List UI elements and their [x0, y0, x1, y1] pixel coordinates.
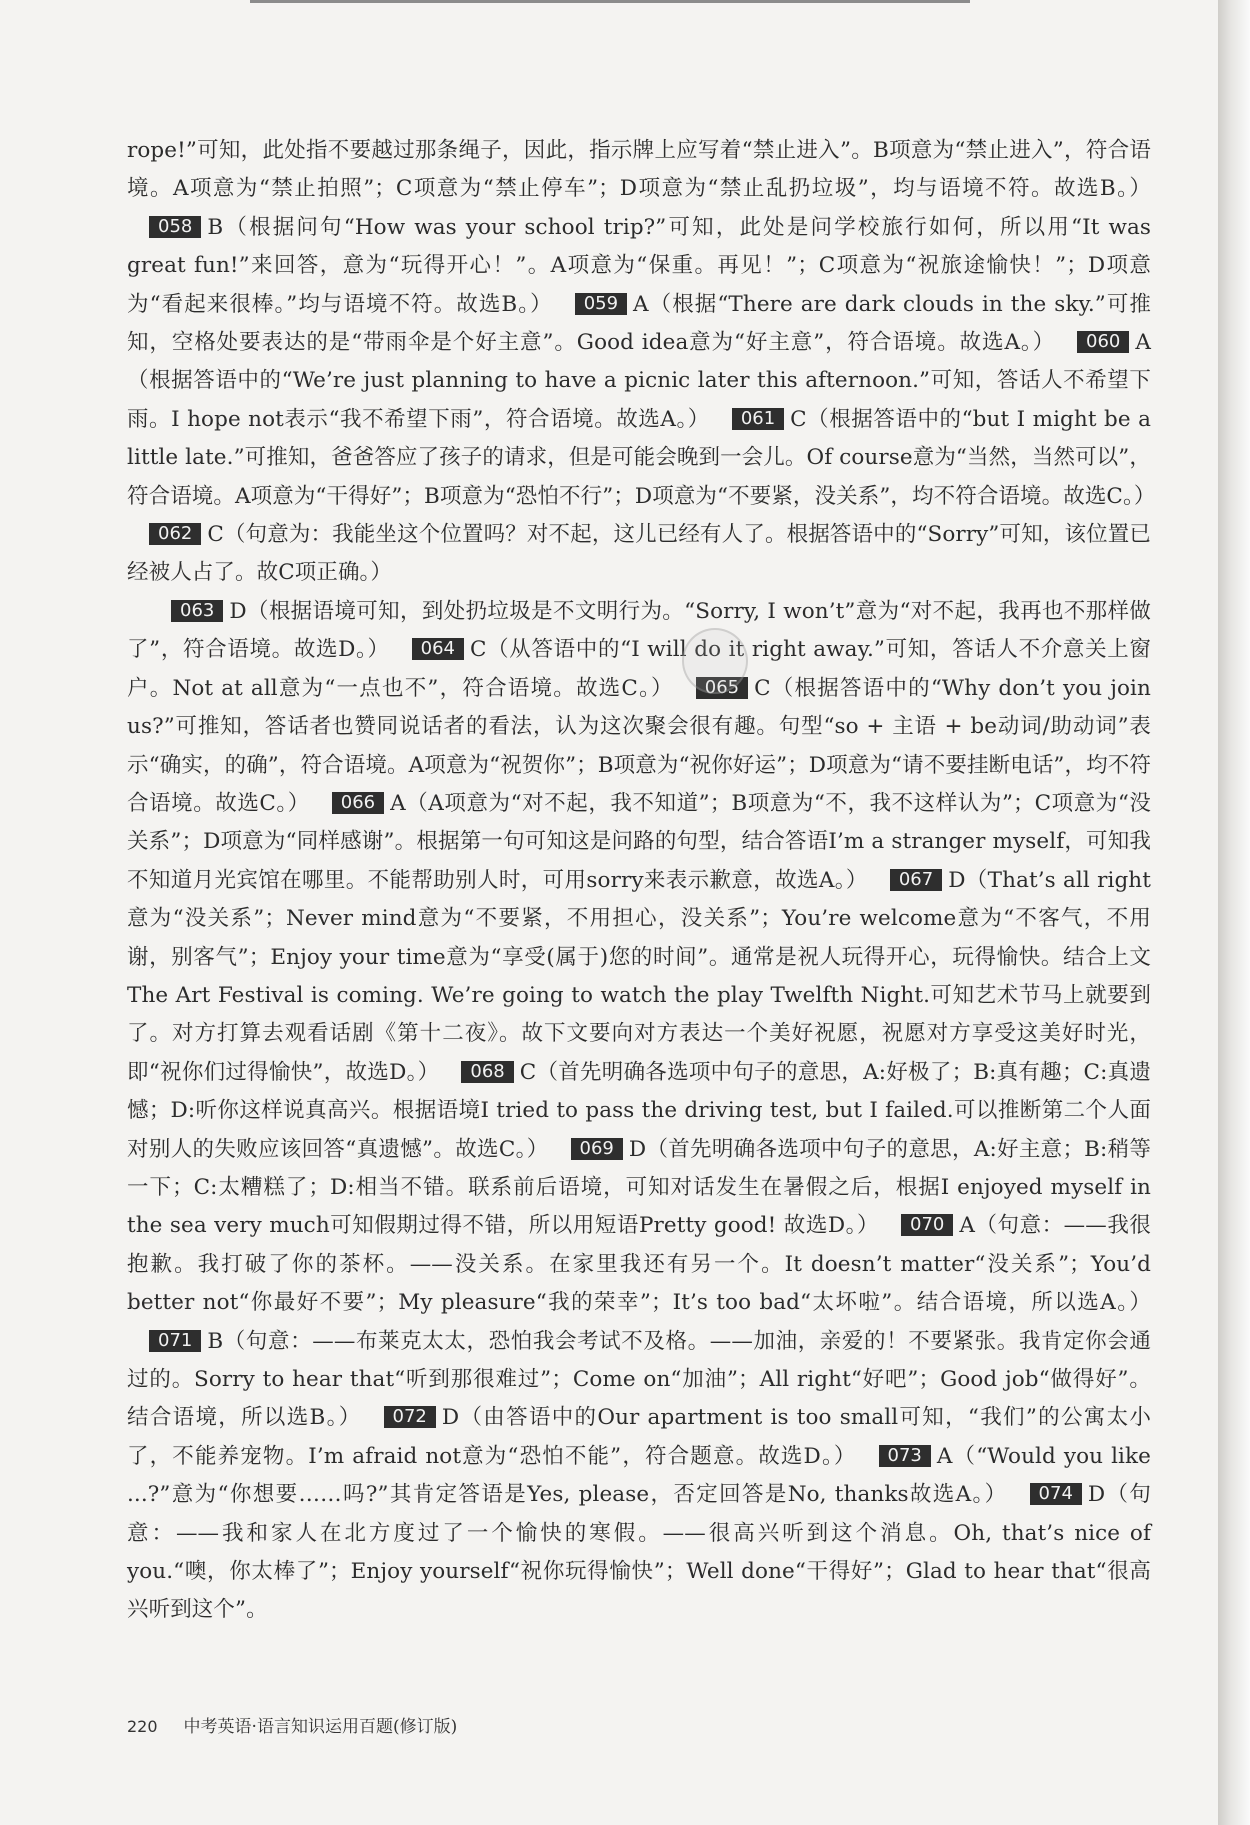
answer-text-057-continued: rope!”可知，此处指不要越过那条绳子，因此，指示牌上应写着“禁止进入”。B项意为“禁止进入”，符合语境。A项意为“禁止拍照”；C项意为“禁止停车”；D项意为“禁止乱扔垃圾”，均与语境不符。故选B。）	[127, 138, 1151, 202]
question-number-badge: 062	[149, 523, 201, 545]
question-number-badge: 069	[571, 1138, 623, 1160]
question-number-badge: 061	[732, 408, 784, 430]
answer-text: D（根据语境可知，到处扔垃圾是不文明行为。“Sorry, I won’t”意为“对不起，我再也不那样做了”，符合语境。故选D。）	[127, 598, 1151, 663]
question-number-badge: 058	[149, 216, 201, 238]
question-number-badge: 060	[1077, 331, 1129, 353]
answer-explanations	[127, 132, 1156, 1630]
question-number-badge: 074	[1030, 1483, 1082, 1505]
answer-text: A（根据“There are dark clouds in the sky.”可推知，空格处要表达的是“带雨伞是个好主意”。Good idea意为“好主意”，符合语境。故选A。）	[127, 291, 1152, 356]
answer-text: A（句意：——我很抱歉。我打破了你的茶杯。——没关系。在家里我还有另一个。It doesn’t matter“没关系”；You’d better not“你最好不要”；My pleasure“我的荣幸”；It’s too bad“太坏啦”。结合语境，所以选A。）	[127, 1213, 1151, 1316]
question-number-badge: 065	[696, 677, 748, 699]
book-title: 中考英语·语言知识运用百题(修订版)	[183, 1717, 458, 1737]
question-number-badge: 072	[384, 1406, 436, 1428]
answer-text: C（从答语中的“I will do it right away.”可知，答话人不介意关上窗户。Not at all意为“一点也不”，符合语境。故选C。）	[127, 637, 1152, 701]
page-footer	[127, 1712, 457, 1737]
answer-text: C（句意为：我能坐这个位置吗？对不起，这儿已经有人了。根据答语中的“Sorry”可知，该位置已经被人占了。故C项正确。）	[127, 522, 1151, 586]
question-number-badge: 073	[879, 1445, 931, 1467]
top-rule	[250, 0, 970, 3]
answer-text: B（根据问句“How was your school trip?”可知，此处是问学校旅行如何，所以用“It was great fun!”来回答，意为“玩得开心！”。A项意为“保重。再见！”；C项意为“祝旅途愉快！”；D项意为“看起来很棒。”均与语境不符。故选B。）	[127, 214, 1151, 317]
paragraph-1	[127, 132, 1156, 593]
question-number-badge: 066	[332, 792, 384, 814]
answer-text: A（根据答语中的“We’re just planning to have a picnic later this afternoon.”可知，答话人不希望下雨。I hope not表示“我不希望下雨”，符合语境。故选A。）	[127, 330, 1151, 432]
question-number-badge: 063	[171, 600, 223, 622]
answer-text: D（首先明确各选项中句子的意思，A:好主意；B:稍等一下；C:太糟糕了；D:相当不错。联系前后语境，可知对话发生在暑假之后，根据I enjoyed myself in the sea very much可知假期过得不错，所以用短语Pretty good! 故选D。）	[127, 1136, 1152, 1239]
answer-text: D（句意：——我和家人在北方度过了一个愉快的寒假。——很高兴听到这个消息。Oh, that’s nice of you.“噢，你太棒了”；Enjoy yourself“祝你玩得愉快”；Well done“干得好”；Glad to hear that“很高兴听到这个”。	[127, 1482, 1151, 1623]
answer-text: A（A项意为“对不起，我不知道”；B项意为“不，我不这样认为”；C项意为“没关系”；D项意为“同样感谢”。根据第一句可知这是问路的句型，结合答语I’m a stranger myself，可知我不知道月光宾馆在哪里。不能帮助别人时，可用sorry来表示歉意，故选A。）	[127, 790, 1151, 893]
question-number-badge: 059	[575, 293, 627, 315]
stamp-watermark	[682, 628, 748, 694]
answer-text: D（That’s all right意为“没关系”；Never mind意为“不要紧，不用担心，没关系”；You’re welcome意为“不客气，不用谢，别客气”；Enjoy your time意为“享受(属于)您的时间”。通常是祝人玩得开心，玩得愉快。结合上文The Art Festival is coming. We’re going to watch the play Twelfth Night.可知艺术节马上就要到了。对方打算去观看话剧《第十二夜》。故下文要向对方表达一个美好祝愿，祝愿对方享受这美好时光，即“祝你们过得愉快”，故选D。）	[127, 867, 1151, 1085]
question-number-badge: 070	[901, 1214, 953, 1236]
answer-text: D（由答语中的Our apartment is too small可知，“我们”的公寓太小了，不能养宠物。I’m afraid not意为“恐怕不能”，符合题意。故选D。）	[127, 1405, 1152, 1469]
paragraph-2	[127, 593, 1151, 1630]
question-number-badge: 064	[412, 638, 464, 660]
answer-text: A（“Would you like ...?”意为“你想要……吗?”其肯定答语是Yes, please，否定回答是No, thanks故选A。）	[127, 1443, 1151, 1508]
answer-text: C（根据答语中的“Why don’t you join us?”可推知，答话者也赞同说话者的看法，认为这次聚会很有趣。句型“so + 主语 + be动词/助动词”表示“确实，的确”，符合语境。A项意为“祝贺你”；B项意为“祝你好运”；D项意为“请不要挂断电话”，均不符合语境。故选C。）	[127, 675, 1151, 816]
question-number-badge: 067	[890, 869, 942, 891]
answer-text: C（根据答语中的“but I might be a little late.”可推知，爸爸答应了孩子的请求，但是可能会晚到一会儿。Of course意为“当然，当然可以”，符合语境。A项意为“干得好”；B项意为“恐怕不行”；D项意为“不要紧，没关系”，均不符合语境。故选C。）	[127, 406, 1156, 509]
page-number: 220	[127, 1717, 158, 1736]
page-edge-shadow	[1218, 0, 1250, 1825]
question-number-badge: 071	[149, 1330, 201, 1352]
answer-text: B（句意：——布莱克太太，恐怕我会考试不及格。——加油，亲爱的！不要紧张。我肯定你会通过的。Sorry to hear that“听到那很难过”；Come on“加油”；All right“好吧”；Good job“做得好”。结合语境，所以选B。）	[127, 1328, 1151, 1431]
question-number-badge: 068	[461, 1061, 513, 1083]
answer-text: C（首先明确各选项中句子的意思，A:好极了；B:真有趣；C:真遗憾；D:听你这样说真高兴。根据语境I tried to pass the driving test, but I failed.可以推断第二个人面对别人的失败应该回答“真遗憾”。故选C。）	[127, 1059, 1151, 1162]
